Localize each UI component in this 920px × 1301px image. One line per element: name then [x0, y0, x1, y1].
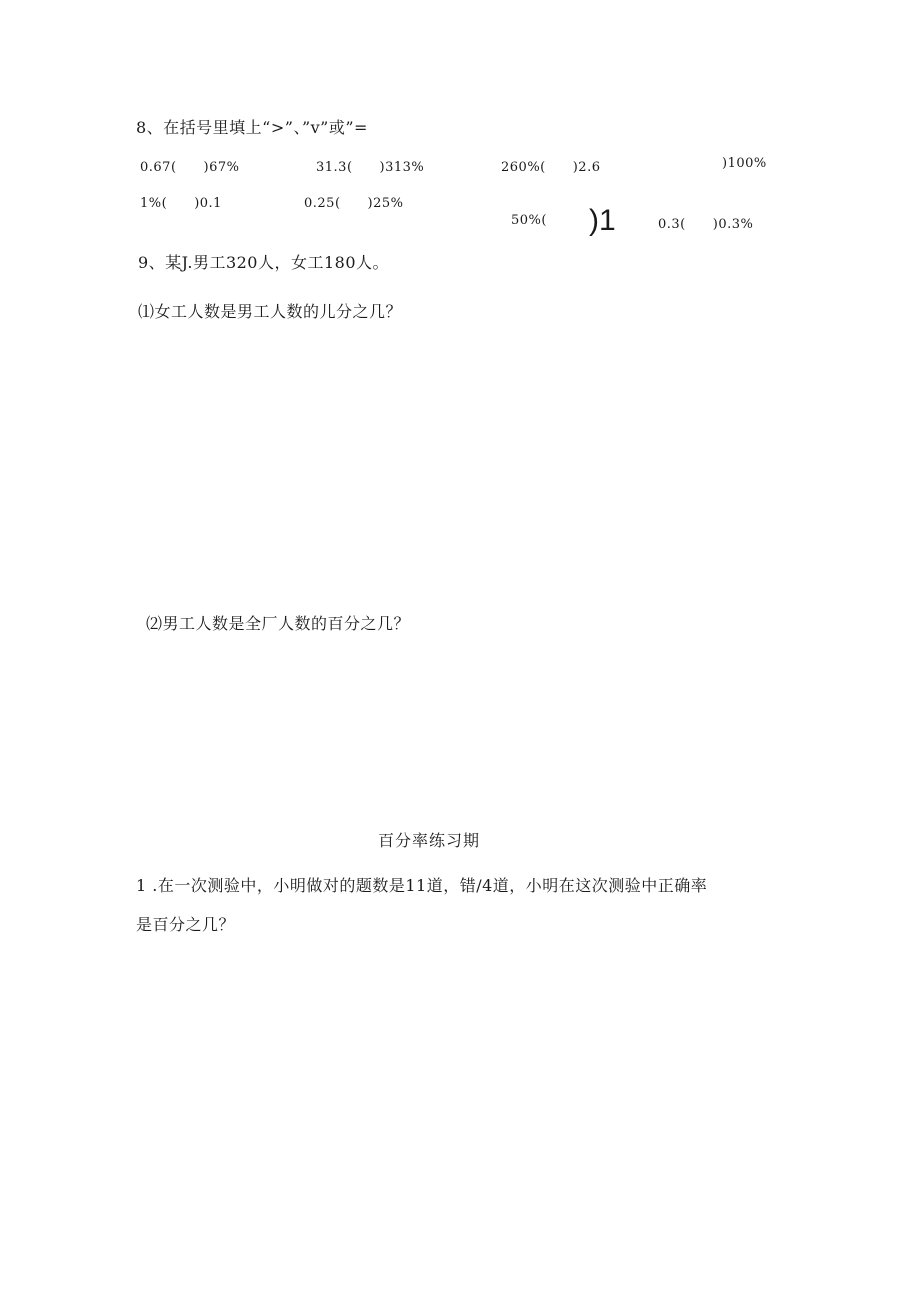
- question-8-heading: 8、在括号里填上“>”、”v”或”=: [136, 118, 368, 137]
- comparison-item: 50%(: [511, 213, 547, 228]
- comparison-item: 0.25( )25%: [304, 196, 404, 211]
- question-9-heading: 9、某J.男工320人，女工180人。: [138, 253, 390, 272]
- question-9-sub-2: ⑵男工人数是全厂人数的百分之几？: [146, 614, 411, 633]
- comparison-item: 260%( )2.6: [501, 160, 601, 175]
- section-title: 百分率练习期: [378, 831, 481, 850]
- comparison-item: 1%( )0.1: [140, 196, 222, 211]
- comparison-item: 0.67( )67%: [140, 160, 240, 175]
- comparison-item-large-paren: )1: [589, 204, 616, 237]
- question-9-sub-1: ⑴女工人数是男工人数的儿分之几？: [138, 302, 403, 321]
- question-1-line-2: 是百分之几？: [136, 915, 236, 934]
- comparison-item: 0.3( )0.3%: [658, 217, 754, 232]
- question-1-line-1: 1 .在一次测验中，小明做对的题数是11道，错/4道，小明在这次测验中正确率: [136, 876, 708, 895]
- comparison-item: 31.3( )313%: [316, 160, 425, 175]
- comparison-item: )100%: [722, 156, 767, 171]
